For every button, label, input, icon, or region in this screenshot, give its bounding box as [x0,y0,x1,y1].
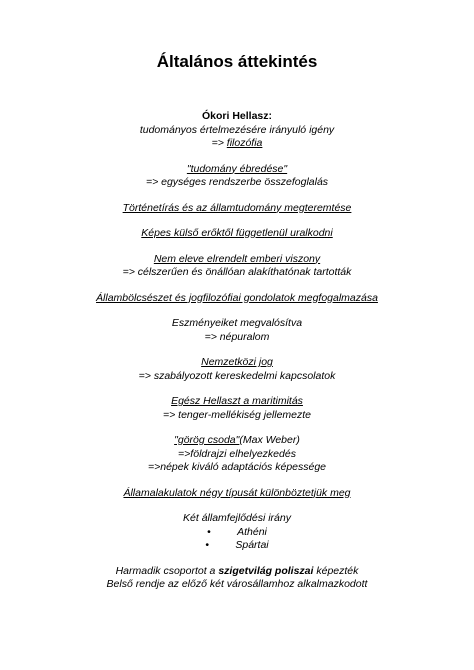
text-line: Belső rendje az előző két városállamhoz alkalmazkodott [106,578,368,590]
underlined-text: Képes külső erőktől függetlenül uralkodni [141,227,333,239]
text-line: Két államfejlődési irány [183,512,291,524]
underlined-text: Állambölcsészet és jogfilozófiai gondolatok megfogalmazása [96,291,378,304]
section-harmadik-csoport [40,565,434,592]
text-line: (Max Weber) [239,434,300,446]
list-item-label: Spártai [235,539,269,551]
underlined-text: Államalakulatok négy típusát különböztetjük meg [123,486,351,499]
section-maritimitas [40,395,434,422]
text-line: =>földrajzi elhelyezkedés [178,447,296,460]
section-heading: Ókori Hellasz: [201,110,273,122]
underlined-text: "görög csoda" [174,434,240,446]
section-allambolcseszet [40,292,434,306]
text-line: => szabályozott kereskedelmi kapcsolatok [138,369,336,382]
underlined-text: Történetírás és az államtudomány megteremtése [122,201,352,214]
bullet-list [40,526,434,553]
list-item-label: Athéni [237,525,267,538]
underlined-text: Nem eleve elrendelt emberi viszony [153,252,321,265]
text-line: =>népek kiváló adaptációs képessége [147,461,327,473]
bullet-icon: • [205,539,210,551]
section-eszmenyek [40,317,434,344]
underlined-text: Nemzetközi jog [201,356,273,368]
section-okori-hellasz [40,110,434,151]
section-tudomany-ebredese [40,163,434,190]
text-line: tudományos értelmezésére irányuló igény [139,123,335,136]
text-line: => célszerűen és önállóan alakíthatónak tartották [122,266,352,278]
section-allamalakulatok [40,487,434,501]
text-line: => egységes rendszerbe összefoglalás [145,176,329,188]
bullet-icon: • [207,525,211,538]
section-kepes-uralkodni [40,227,434,241]
section-tortenetiras [40,202,434,216]
underlined-text: "tudomány ébredése" [186,162,288,175]
bold-text: szigetvilág poliszai [218,564,314,577]
section-allamfejlodes [40,512,434,553]
arrow-text: => [211,137,227,149]
text-line: => tenger-mellékiség jellemezte [162,408,312,421]
list-item [40,526,434,540]
text-line: képezték [313,564,359,577]
text-line: => népuralom [204,330,270,343]
text-line: Harmadik csoportot a [115,564,219,577]
list-item [40,539,434,553]
section-nemzetkozi-jog [40,356,434,383]
page-title: Általános áttekintés [156,52,318,71]
text-line: Eszményeiket megvalósítva [171,317,303,329]
section-emberi-viszony [40,253,434,280]
document-body [40,110,434,604]
underlined-text: Egész Hellaszt a maritimitás [171,395,303,407]
underlined-text: filozófia [226,137,263,149]
section-gorog-csoda [40,434,434,475]
